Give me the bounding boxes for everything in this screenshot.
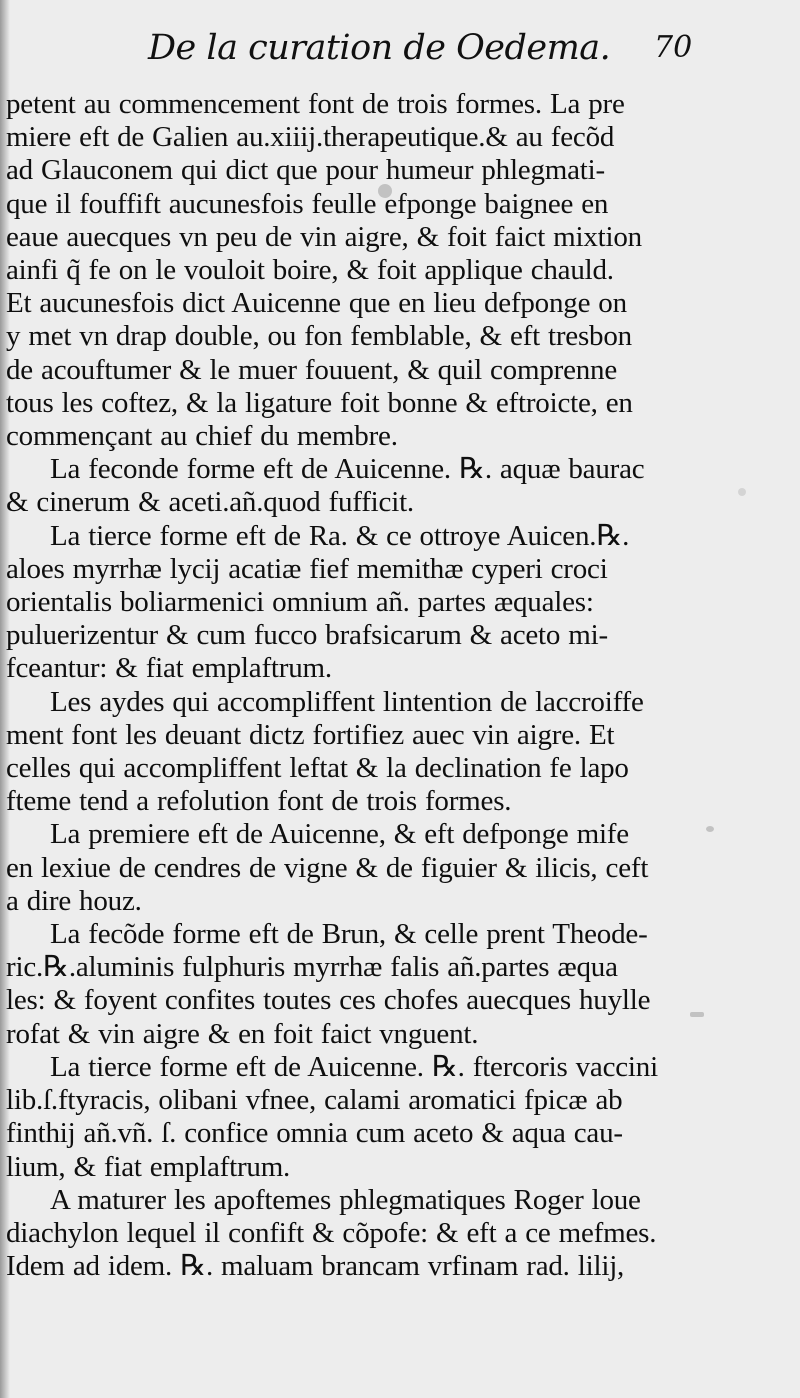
text-line: de acouftumer & le muer fouuent, & quil comprenne — [6, 353, 618, 386]
running-head: De la curation de Oedema. — [148, 28, 611, 68]
text-line: petent au commencement font de trois formes. La pre — [6, 88, 625, 120]
text-line: celles qui accompliffent leftat & la declination fe lapo — [6, 752, 629, 785]
paragraph-start-line: La tierce forme eft de Ra. & ce ottroye Auicen.℞. — [50, 519, 630, 552]
text-line: fceantur: & fiat emplaftrum. — [6, 652, 332, 685]
text-line: tous les coftez, & la ligature foit bonne & eftroicte, en — [6, 386, 633, 419]
text-line: finthij añ.vñ. ſ. confice omnia cum aceto & aqua cau- — [6, 1117, 623, 1150]
text-line: rofat & vin aigre & en foit faict vnguent. — [6, 1017, 479, 1050]
text-line: puluerizentur & cum fucco brafsicarum & aceto mi- — [6, 619, 608, 652]
text-line: Idem ad idem. ℞. maluam brancam vrfinam rad. lilij, — [6, 1250, 625, 1283]
text-line: fteme tend a refolution font de trois formes. — [6, 785, 512, 818]
text-line: eaue auecques vn peu de vin aigre, & foit faict mixtion — [6, 220, 642, 253]
text-line: ainfi q̃ fe on le vouloit boire, & foit applique chauld. — [6, 254, 614, 287]
text-line: lium, & fiat emplaftrum. — [6, 1150, 291, 1183]
paragraph-start-line: Les aydes qui accompliffent lintention de laccroiffe — [50, 685, 644, 718]
paragraph-start-line: La feconde forme eft de Auicenne. ℞. aquæ baurac — [50, 453, 645, 486]
page-header — [0, 28, 800, 74]
text-line: aloes myrrhæ lycij acatiæ fief memithæ cyperi croci — [6, 552, 608, 585]
paragraph-start-line: La premiere eft de Auicenne, & eft defponge mife — [50, 818, 629, 851]
body-text — [6, 88, 696, 1283]
text-line: que il fouffift aucunesfois feulle efponge baignee en — [6, 187, 609, 220]
ink-spot — [706, 826, 714, 832]
text-line: & cinerum & aceti.añ.quod fufficit. — [6, 486, 414, 519]
paragraph-start-line: La fecõde forme eft de Brun, & celle prent Theode- — [50, 918, 648, 951]
ink-spot — [738, 488, 746, 496]
text-line: y met vn drap double, ou fon femblable, & eft tresbon — [6, 320, 632, 353]
page-number: 70 — [654, 30, 693, 65]
text-line: ric.℞.aluminis fulphuris myrrhæ falis añ.partes æqua — [6, 951, 618, 984]
text-line: a dire houz. — [6, 884, 142, 917]
text-line: commençant au chief du membre. — [6, 420, 398, 453]
text-line: miere eft de Galien au.xiiij.therapeutique.& au fecõd — [6, 121, 615, 154]
text-line: diachylon lequel il confift & cõpofe: & eft a ce mefmes. — [6, 1216, 657, 1249]
text-line: ad Glauconem qui dict que pour humeur phlegmati- — [6, 154, 605, 187]
text-line: Et aucunesfois dict Auicenne que en lieu defponge on — [6, 287, 627, 320]
text-line: ment font les deuant dictz fortifiez auec vin aigre. Et — [6, 718, 615, 751]
paragraph-start-line: La tierce forme eft de Auicenne. ℞. ftercoris vaccini — [50, 1050, 658, 1083]
text-line: lib.ſ.ftyracis, olibani vfnee, calami aromatici fpicæ ab — [6, 1084, 623, 1117]
text-line: les: & foyent confites toutes ces chofes auecques huylle — [6, 984, 651, 1017]
text-line: orientalis boliarmenici omnium añ. partes æquales: — [6, 586, 594, 619]
paragraph-start-line: A maturer les apoftemes phlegmatiques Roger loue — [50, 1183, 641, 1216]
text-line: en lexiue de cendres de vigne & de figuier & ilicis, ceft — [6, 851, 649, 884]
